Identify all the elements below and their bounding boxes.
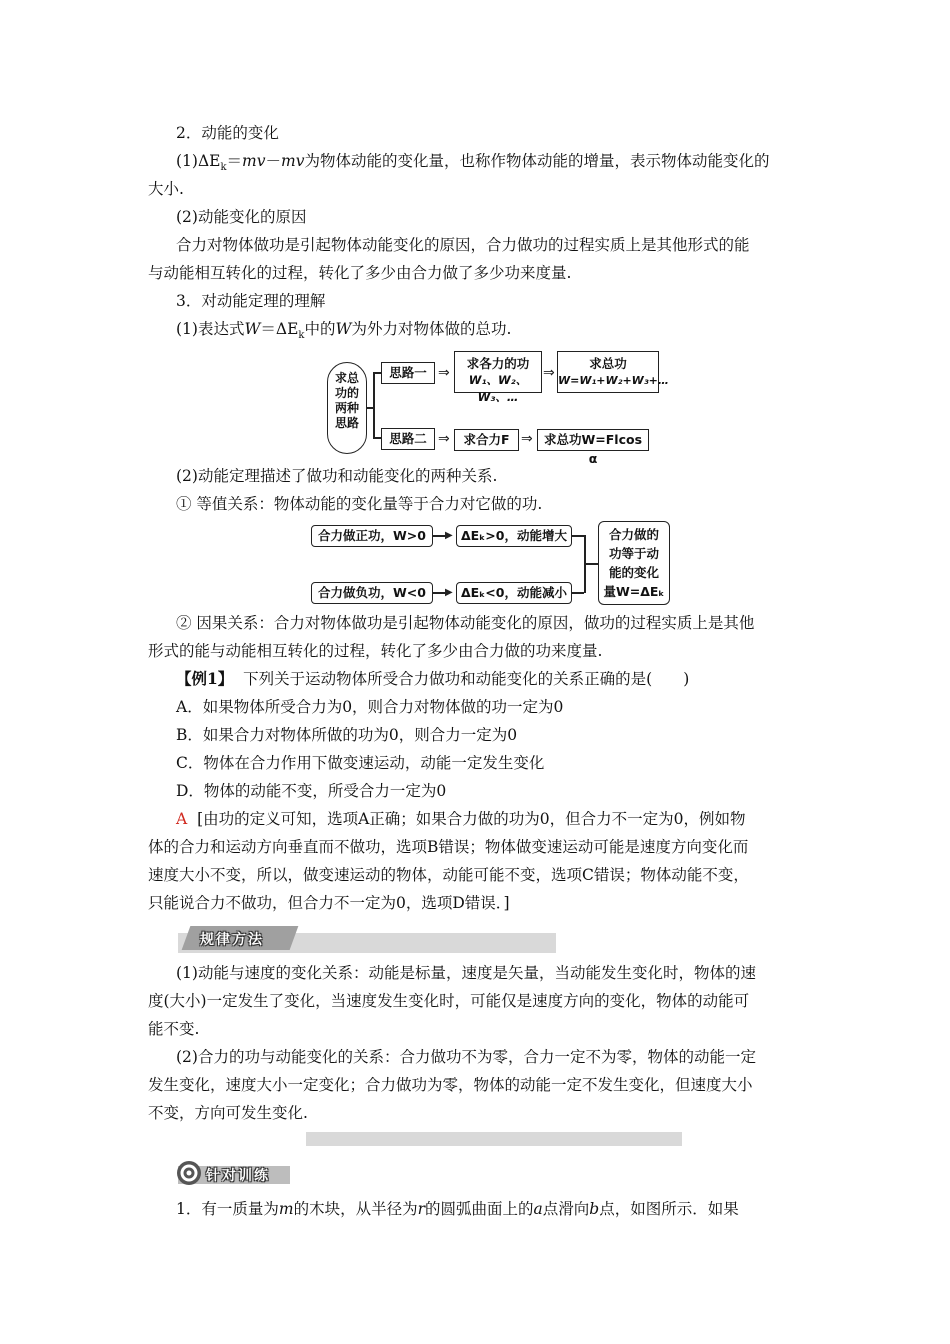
option-d: D．物体的动能不变，所受合力一定为0 — [176, 782, 447, 800]
section-heading: 3．对动能定理的理解 — [176, 292, 326, 310]
method-banner-label: 规律方法 — [200, 932, 264, 948]
arrow-icon: ⇒ — [521, 431, 533, 447]
paragraph: 形式的能与动能相互转化的过程，转化了多少由合力做的功来度量. — [148, 642, 603, 660]
arrow-head-icon: ▶ — [445, 530, 453, 541]
option-c: C．物体在合力作用下做变速运动，动能一定发生变化 — [176, 754, 545, 772]
arrow-icon: ⇒ — [438, 365, 450, 381]
section-divider — [306, 1132, 682, 1146]
explanation: 体的合力和运动方向垂直而不做功，选项B错误；物体做变速运动可能是速度方向变化而 — [148, 838, 749, 856]
equal-relation-box: 合力做的 功等于动 能的变化 量W=ΔEₖ — [598, 521, 670, 605]
total-work-formula-box: 求总功W=Flcos α — [537, 429, 649, 451]
each-force-work-box: 求各力的功 W₁、W₂、W₃、… — [454, 351, 542, 393]
arrow-icon: ⇒ — [543, 365, 555, 381]
paragraph: 大小. — [148, 180, 184, 198]
paragraph: 合力对物体做功是引起物体动能变化的原因，合力做功的过程实质上是其他形式的能 — [176, 236, 750, 254]
paragraph: 能不变. — [148, 1020, 200, 1038]
arrow-head-icon: ▶ — [445, 587, 453, 598]
paragraph: (2)动能定理描述了做功和动能变化的两种关系. — [176, 467, 498, 485]
paragraph: ② 因果关系：合力对物体做功是引起物体动能变化的原因，做功的过程实质上是其他 — [176, 614, 755, 632]
explanation: 速度大小不变，所以，做变速运动的物体，动能可能不变，选项C错误；物体动能不变， — [148, 866, 749, 884]
section-heading: 2．动能的变化 — [176, 124, 279, 142]
way-two-box: 思路二 — [381, 428, 435, 450]
negative-work-box: 合力做负功，W<0 — [311, 582, 433, 604]
paragraph: ① 等值关系：物体动能的变化量等于合力对它做的功. — [176, 495, 543, 513]
example-question: 【例1】 下列关于运动物体所受合力做功和动能变化的关系正确的是( ) — [176, 669, 690, 688]
paragraph: 发生变化，速度大小一定变化；合力做功为零，物体的动能一定不发生变化，但速度大小 — [148, 1076, 753, 1094]
target-icon — [176, 1160, 202, 1186]
paragraph: 不变，方向可发生变化. — [148, 1104, 308, 1122]
net-force-box: 求合力F — [454, 429, 519, 451]
paragraph: (2)合力的功与动能变化的关系：合力做功不为零，合力一定不为零，物体的动能一定 — [176, 1048, 756, 1066]
paragraph: (1)表达式$W=\Delta E_k$中的W为外力对物体做的总功. — [176, 320, 512, 342]
answer-letter: A — [176, 810, 188, 828]
total-work-sum-box: 求总功 W=W₁+W₂+W₃+… — [557, 351, 659, 393]
explanation: 只能说合力不做功，但合力不一定为0，选项D错误．] — [148, 894, 510, 912]
explanation: A [由功的定义可知，选项A正确；如果合力做的功为0，但合力不一定为0，例如物 — [176, 810, 746, 828]
option-b: B．如果合力对物体所做的功为0，则合力一定为0 — [176, 726, 518, 744]
paragraph: $(1)\Delta E_k=mv-mv$为物体动能的变化量，也称作物体动能的增量，表示物体动能变化的 — [176, 152, 770, 174]
training-banner-label: 针对训练 — [206, 1168, 270, 1184]
paragraph-title: (2)动能变化的原因 — [176, 208, 307, 226]
diagram-center-oval: 求总 功的 两种 思路 — [327, 362, 367, 454]
energy-decrease-box: ΔEₖ<0，动能减小 — [456, 582, 572, 604]
option-a: A．如果物体所受合力为0，则合力对物体做的功一定为0 — [176, 698, 564, 716]
positive-work-box: 合力做正功，W>0 — [311, 525, 433, 547]
paragraph: 与动能相互转化的过程，转化了多少由合力做了多少功来度量. — [148, 264, 572, 282]
paragraph: (1)动能与速度的变化关系：动能是标量，速度是矢量，当动能发生变化时，物体的速 — [176, 964, 756, 982]
paragraph: 度(大小)一定发生了变化，当速度发生变化时，可能仅是速度方向的变化，物体的动能可 — [148, 992, 750, 1010]
way-one-box: 思路一 — [381, 362, 435, 384]
training-question: 1．有一质量为m的木块，从半径为r的圆弧曲面上的a点滑向b点，如图所示．如果 — [176, 1200, 739, 1218]
energy-increase-box: ΔEₖ>0，动能增大 — [456, 525, 572, 547]
arrow-icon: ⇒ — [438, 431, 450, 447]
